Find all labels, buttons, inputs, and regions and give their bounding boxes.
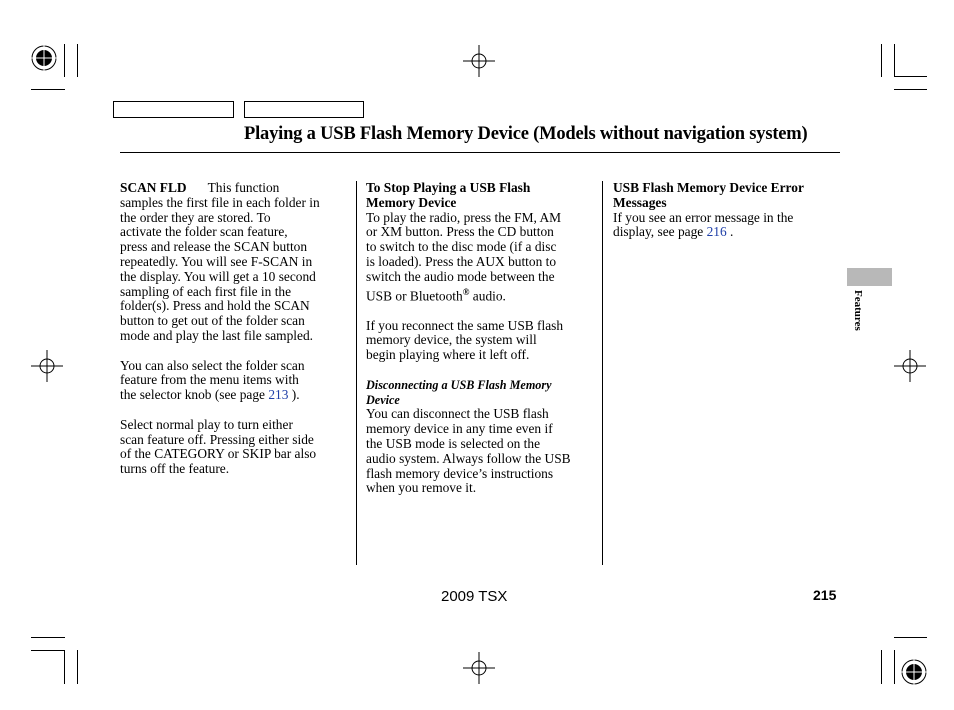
- column-divider: [356, 181, 357, 565]
- text-line: scan feature off. Pressing either side: [120, 431, 314, 447]
- crosshair-icon: [31, 350, 63, 382]
- text-line: flash memory device’s instructions: [366, 465, 554, 481]
- crop-mark: [31, 89, 65, 90]
- text-line: If you see an error message in the: [613, 209, 794, 225]
- page-number: 215: [813, 587, 837, 603]
- text-line: turns off the feature.: [120, 461, 230, 477]
- text-line: switch the audio mode between the: [366, 268, 555, 284]
- text-line: when you remove it.: [366, 480, 477, 496]
- crop-mark: [31, 637, 65, 638]
- text-line: press and release the SCAN button: [120, 239, 308, 255]
- title-rule: [120, 152, 840, 153]
- section-heading: Memory Device: [366, 194, 457, 210]
- text-line: Select normal play to turn either: [120, 416, 293, 432]
- crosshair-icon: [463, 652, 495, 684]
- scan-fld-paragraph: [120, 181, 352, 344]
- text-line: activate the folder scan feature,: [120, 224, 288, 240]
- column-1: [120, 181, 352, 477]
- registration-target-icon: [901, 659, 927, 685]
- crop-mark: [77, 44, 78, 77]
- text-line: If you reconnect the same USB flash: [366, 317, 564, 333]
- section-heading: Messages: [613, 194, 667, 210]
- text-line: is loaded). Press the AUX button to: [366, 253, 557, 269]
- page-link[interactable]: 216: [706, 224, 727, 240]
- text-line: feature from the menu items with: [120, 372, 299, 388]
- section-heading: SCAN FLD: [120, 180, 187, 195]
- text-line: You can disconnect the USB flash: [366, 406, 549, 422]
- text-line: or XM button. Press the CD button: [366, 224, 554, 240]
- text-line: samples the first file in each folder in: [120, 194, 320, 210]
- text-line: You can also select the folder scan: [120, 357, 305, 373]
- text-line: the selector knob (see page 213 ).: [120, 387, 300, 403]
- crop-mark: [894, 637, 927, 638]
- subheading: Disconnecting a USB Flash Memory: [366, 377, 552, 392]
- crop-mark: [894, 650, 895, 684]
- text-line: memory device in any time even if: [366, 421, 553, 437]
- text-line: sampling of each first file in the: [120, 283, 292, 299]
- text-line: display, see page 216 .: [613, 224, 734, 240]
- crop-mark: [64, 650, 65, 684]
- crosshair-icon: [894, 350, 926, 382]
- crosshair-icon: [463, 45, 495, 77]
- text-line: repeatedly. You will see F-SCAN in: [120, 253, 313, 269]
- text-line: To play the radio, press the FM, AM: [366, 209, 562, 225]
- text-line: button to get out of the folder scan: [120, 313, 305, 329]
- page-link[interactable]: 213: [268, 387, 289, 403]
- column-3: [613, 181, 843, 240]
- text-line: folder(s). Press and hold the SCAN: [120, 298, 310, 314]
- registration-target-icon: [31, 45, 57, 71]
- crop-mark: [894, 44, 895, 77]
- page-title: Playing a USB Flash Memory Device (Models without navigation system): [244, 124, 808, 144]
- text-line: mode and play the last file sampled.: [120, 327, 313, 343]
- text-line: the USB mode is selected on the: [366, 436, 541, 452]
- crop-mark: [894, 76, 927, 77]
- folder-scan-paragraph: [120, 359, 352, 403]
- crop-mark: [64, 44, 65, 77]
- header-tab-box: [244, 101, 364, 118]
- registered-mark: ®: [462, 286, 470, 297]
- footer-model: 2009 TSX: [441, 588, 508, 605]
- crop-mark: [881, 650, 882, 684]
- crop-mark: [31, 650, 65, 651]
- crop-mark: [894, 89, 927, 90]
- text-line: USB or Bluetooth® audio.: [366, 286, 506, 304]
- text-line: begin playing where it left off.: [366, 347, 530, 363]
- crop-mark: [881, 44, 882, 77]
- text-line: to switch to the disc mode (if a disc: [366, 239, 557, 255]
- text-line: This function: [207, 180, 280, 195]
- crop-mark: [77, 650, 78, 684]
- section-heading: To Stop Playing a USB Flash: [366, 180, 531, 195]
- text-line: of the CATEGORY or SKIP bar also: [120, 446, 317, 462]
- subheading: Device: [366, 392, 400, 407]
- column-divider: [602, 181, 603, 565]
- section-heading: USB Flash Memory Device Error: [613, 180, 804, 195]
- header-tab-box: [113, 101, 234, 118]
- text-line: the display. You will get a 10 second: [120, 268, 316, 284]
- normal-play-paragraph: [120, 418, 352, 477]
- text-line: audio system. Always follow the USB: [366, 450, 571, 466]
- text-line: memory device, the system will: [366, 332, 537, 348]
- section-label: Features: [852, 290, 864, 331]
- column-2: [366, 181, 598, 496]
- section-tab: [847, 268, 892, 286]
- text-line: the order they are stored. To: [120, 209, 271, 225]
